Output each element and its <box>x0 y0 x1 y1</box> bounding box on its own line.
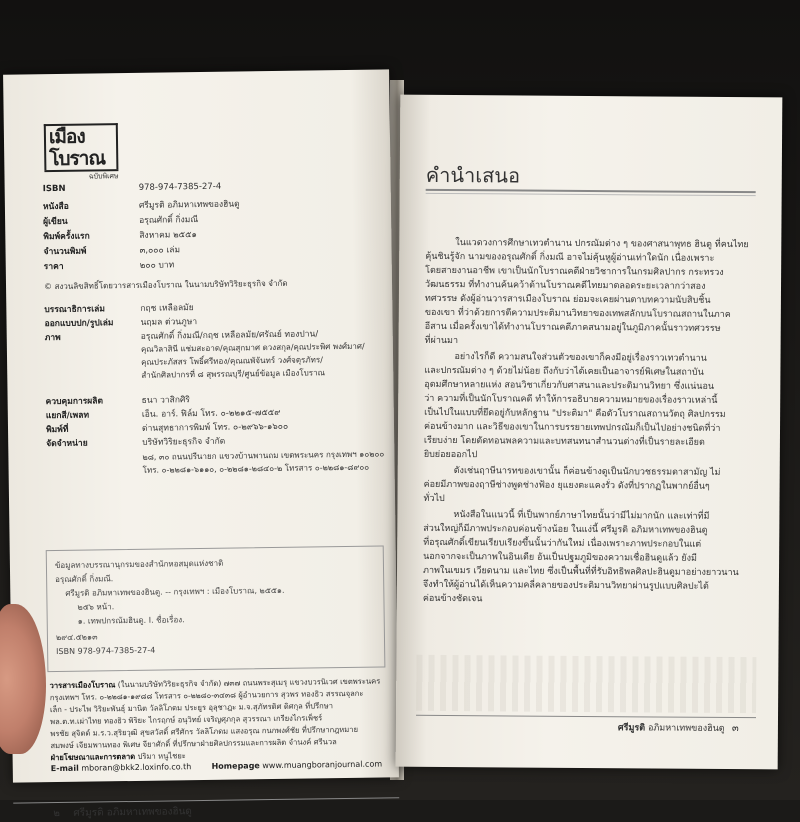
cip-header: ข้อมูลทางบรรณานุกรมของสำนักหอสมุดแห่งชาติ <box>54 558 224 571</box>
publisher-line-text: พรชัย สุจิตต์ ม.ร.ว.สุริยวุฒิ สุขสวัสดิ์ ศรีศักร วัลลิโภดม แสงอรุณ กนกพงศ์ชัย ที่ปรึกษากฎหมาย <box>50 724 359 739</box>
foreword-line: ที่อรุณศักดิ์เขียนเรียบเรียงขึ้นนั้นว่ากันใหม่ เนื่องเพราะภาพประกอบในแต่ <box>423 537 702 550</box>
kv-value: ธนา วาสิกศิริ <box>141 395 191 406</box>
kv-key: บรรณาธิการเล่ม <box>44 304 106 316</box>
foreword-line: และปกรณัมต่าง ๆ ด้วยไม่น้อย ถึงกับว่าได้เคยเป็นอาจารย์พิเศษในสถาบัน <box>424 365 704 378</box>
foreword-line: หนังสือในแนวนี้ ที่เป็นพากย์ภาษาไทยนั้นว่ามีไม่มากนัก และเท่าที่มี <box>453 510 710 522</box>
cip-isbn: ISBN 978-974-7385-27-4 <box>56 645 156 657</box>
right-page-number: ๓ <box>731 723 739 735</box>
foreword-line: ค่อนข้างชัดเจน <box>422 593 483 605</box>
logo-main-text: เมืองโบราณ <box>44 123 119 170</box>
left-page <box>3 69 399 820</box>
cip-box <box>46 545 386 672</box>
foreword-line: อย่างไรก็ดี ความสนใจส่วนตัวของเขาก็คงมีอยู่เรื่องราวเทวตำนาน <box>454 352 707 364</box>
publisher-line-text: กรุงเทพฯ โทร. ๐-๒๒๘๑-๑๙๘๘ โทรสาร ๐-๒๒๘๐-๓๔๓๘ ผู้อำนวยการ สุวพร ทองธิว สรรณจุลกะ <box>49 688 364 703</box>
foreword-line: เรียบง่าย โดยตัดทอนพลความและบทสนทนาสำนวนต่างที่เป็นรายละเอียด <box>423 435 705 448</box>
kv-value: อรุณศักดิ์ กิ่งมณี/กฤช เหลือลมัย/ศรัณย์ ทองปาน/ <box>140 329 319 342</box>
homepage-label: Homepage <box>211 761 260 771</box>
publisher-line-bold: วารสารเมืองโบราณ <box>49 680 116 691</box>
publisher-line-text: เล็ก - ประไพ วิริยะพันธุ์ มานิต วัลลิโภดม ประยูร อุลุชาฎะ ม.จ.สุภัทรดิศ ดิศกุล ที่ปรึกษา <box>49 701 334 715</box>
cip-subject: ๑. เทพปกรณัมฮินดู. I. ชื่อเรื่อง. <box>77 615 185 626</box>
foreword-line: เป็นไปในแบบที่ยึดอยู่กับหลักฐาน "ประติมา" คือตัวโบราณสถานวัตถุ ศิลปกรรม <box>424 407 726 420</box>
kv-value: ๒๐๐ บาท <box>139 260 175 271</box>
right-footer-rule <box>416 715 756 718</box>
publisher-line-text: ปริมา หนูไชยะ <box>135 751 186 761</box>
kv-value: เอ็น. อาร์. ฟิล์ม โทร. ๐-๒๒๑๕-๗๕๕๙ <box>141 407 281 420</box>
copyright-line: © สงวนลิขสิทธิ์โดยวารสารเมืองโบราณ ในนามบริษัทวิริยะธุรกิจ จำกัด <box>43 278 288 292</box>
kv-value: ศรีมูรติ อภิมหาเทพของฮินดู <box>138 199 240 211</box>
kv-value: ด่านสุทธาการพิมพ์ โทร. ๐-๒๙๖๖-๑๖๐๐ <box>141 421 289 434</box>
kv-key: ควบคุมการผลิต <box>45 396 104 408</box>
left-page-number: ๒ <box>53 808 61 820</box>
kv-key: ราคา <box>43 261 64 273</box>
address-line: โทร. ๐-๒๒๘๑-๖๑๑๐, ๐-๒๒๘๑-๒๘๔๐-๒ โทรสาร ๐-๒๒๘๑-๘๙๐๐ <box>142 462 370 475</box>
foreword-line: ภาพในเขมร เวียดนาม และไทย ซึ่งเป็นพื้นที่ที่รับอิทธิพลศิลปะฮินดูมาอย่างยาวนาน <box>422 565 739 579</box>
right-footer-title <box>618 720 725 735</box>
address-line: ๒๘, ๓๐ ถนนปรีนายก แขวงบ้านพานถม เขตพระนคร กรุงเทพฯ ๑๐๒๐๐ <box>142 449 385 462</box>
page-heading: คำนำเสนอ <box>425 162 521 188</box>
foreword-line: จึงทำให้ผู้อ่านได้เห็นความคลี่คลายของประติมานวิทยาผ่านรูปแบบศิลปะได้ <box>422 579 709 592</box>
foreword-line: ทั่วไป <box>423 493 445 504</box>
publisher-line-text: พล.ต.ท.เผ่าไทย ทองธิว พิริยะ ไกรฤกษ์ อนุวิทย์ เจริญศุภกุล สุวรรณา เกรียงไกรเพ็ชร์ <box>50 713 323 727</box>
publisher-logo <box>44 123 119 181</box>
kv-key: พิมพ์ที่ <box>45 424 69 436</box>
left-footer-title: ศรีมูรติ อภิมหาเทพของฮินดู <box>73 806 192 819</box>
logo-sub-text: ฉบับพิเศษ <box>44 169 118 183</box>
right-footer-brand: ศรีมูรติ <box>617 723 646 734</box>
foreword-line: นอกจากจะเป็นภาพในอินเดีย อันเป็นปฐมภูมิของความเชื่อฮินดูแล้ว ยังมี <box>423 551 697 564</box>
foreword-line: ยิบย่อยออกไป <box>423 449 478 461</box>
kv-value: อรุณศักดิ์ กิ่งมณี <box>139 215 199 226</box>
kv-value: สิงหาคม ๒๕๕๑ <box>139 230 197 241</box>
kv-key: ออกแบบปก/รูปเล่ม <box>44 318 114 330</box>
foreword-line: โดยสายงานอาชีพ เขาเป็นนักโบราณคดีฝ่ายวิชาการในกรมศิลปากร กระทรวง <box>425 265 724 278</box>
kv-key: จำนวนพิมพ์ <box>43 246 87 258</box>
kv-key: จัดจำหน่าย <box>46 438 88 450</box>
right-footer-subtitle: อภิมหาเทพของฮินดู <box>647 723 725 734</box>
kv-value: กฤช เหลือลมัย <box>140 303 194 314</box>
foreword-line: ว่า ความที่เป็นนักโบราณคดี ทำให้การอธิบายความหมายของเรื่องราวเหล่านี้ <box>424 393 718 406</box>
kv-key: ISBN <box>42 183 66 195</box>
kv-key: หนังสือ <box>42 201 69 213</box>
foreword-line: คุ้นชินรู้จัก นามของอรุณศักดิ์ กิ่งมณี อาจไม่คุ้นหูผู้อ่านเท่าใดนัก เนื่องเพราะ <box>425 251 715 264</box>
foreword-line: ทศวรรษ ดังผู้อ่านวารสารเมืองโบราณ ย่อมจะเคยผ่านตาบทความนับสิบชิ้น <box>424 293 711 306</box>
foreword-line: ของเขา ที่ว่าด้วยการตีความประติมานวิทยาของเทพสลักบนโบราณสถานในภาค <box>424 307 731 320</box>
email-link: mboran@bkk2.loxinfo.co.th <box>81 762 192 773</box>
foreword-line: ค่อนข้างมาก และวิธีของเขาในการบรรยายเทพปกรณัมก็เป็นไปอย่างชนิดที่ว่า <box>423 421 721 434</box>
foreword-line: ค่อยมีภาพของฤาษีช่างพูดช่างฟ้อง ยุแยงตะแคงรั่ว ดังที่ปรากฏในพากย์อื่นๆ <box>423 479 710 492</box>
kv-value: ๓,๐๐๐ เล่ม <box>139 245 181 256</box>
kv-value: นฤมล ต่วนภูษา <box>140 317 198 328</box>
cip-author: อรุณศักดิ์ กิ่งมณี. <box>55 574 114 585</box>
kv-key: แยกสี/เพลท <box>45 410 90 422</box>
cip-title: ศรีมูรติ อภิมหาเทพของฮินดู. -- กรุงเทพฯ : เมืองโบราณ, ๒๕๕๑. <box>65 585 285 598</box>
publisher-line-text: สมพงษ์ เจียมพานทอง พิเศษ จียาศักดิ์ ที่ปรึกษาฝ่ายศิลปกรรมและการผลิต จำนงค์ ศรีนวล <box>50 737 337 751</box>
foreword-line: ที่ผ่านมา <box>424 335 459 347</box>
foreword-line: ในแวดวงการศึกษาเทวตำนาน ปกรณัมต่าง ๆ ของศาสนาพุทธ ฮินดู ที่คนไทย <box>455 238 749 251</box>
kv-key: ผู้เขียน <box>43 216 68 228</box>
photo-credit-line: คุณประภัสสร โพธิ์ศรีทอง/คุณณพัจันทร์ วงศ์จตุรภัทร/ <box>141 355 323 367</box>
email-label: E-mail <box>50 763 79 774</box>
heading-rule-thin <box>426 193 756 196</box>
foreword-line: ส่วนใหญ่ก็มีภาพประกอบค่อนข้างน้อย ในแง่นี้ ศรีมูรติ อภิมหาเทพของฮินดู <box>423 523 708 536</box>
foreword-line: อุดมศึกษาหลายแห่ง สอนวิชาเกี่ยวกับศาสนาและประติมานวิทยา ซึ่งแน่นอน <box>424 379 715 392</box>
foreword-line: วัฒนธรรม ที่ทำงานค้นคว้าด้านโบราณคดีไทยมาตลอดระยะเวลากว่าสอง <box>424 279 706 292</box>
photo-credit-line: คุณวิลาสินี แช่มสะอาด/คุณสุกมาศ ดวงสกุล/คุณประพิศ พงศ์มาศ/ <box>140 341 365 354</box>
foreword-line: อีสาน เมื่อครั้งเขาได้ทำงานโบราณคดีภาคสนามอยู่ในภูมิภาคนั้นราวทศวรรษ <box>424 321 721 334</box>
publisher-line-bold: ฝ่ายโฆษณาและการตลาด <box>50 751 136 763</box>
publisher-line <box>50 736 336 752</box>
cip-call-number: ๒๙๔.๕๒๑๓ <box>55 632 98 643</box>
kv-value: 978-974-7385-27-4 <box>138 181 222 193</box>
publisher-line-text: (ในนามบริษัทวิริยะธุรกิจ จำกัด) ๗๓๗ ถนนพระสุเมรุ แขวงบวรนิเวศ เขตพระนคร <box>115 676 381 690</box>
kv-value: บริษัทวิริยะธุรกิจ จำกัด <box>142 436 226 448</box>
right-page <box>396 95 783 770</box>
kv-key: ภาพ <box>44 332 61 344</box>
background-ornament <box>416 655 756 713</box>
foreword-line: ดังเช่นฤาษีนารทของเขานั้น ก็ค่อนข้างดูเป็นนักบวชธรรมดาสามัญ ไม่ <box>453 466 721 478</box>
kv-key: พิมพ์ครั้งแรก <box>43 231 90 243</box>
photo-credit-line: สำนักศิลปากรที่ ๘ สุพรรณบุรี/ศูนย์ข้อมูล เมืองโบราณ <box>141 368 326 380</box>
homepage-link: www.muangboranjournal.com <box>262 759 383 771</box>
cip-pages: ๒๕๖ หน้า. <box>77 602 115 612</box>
